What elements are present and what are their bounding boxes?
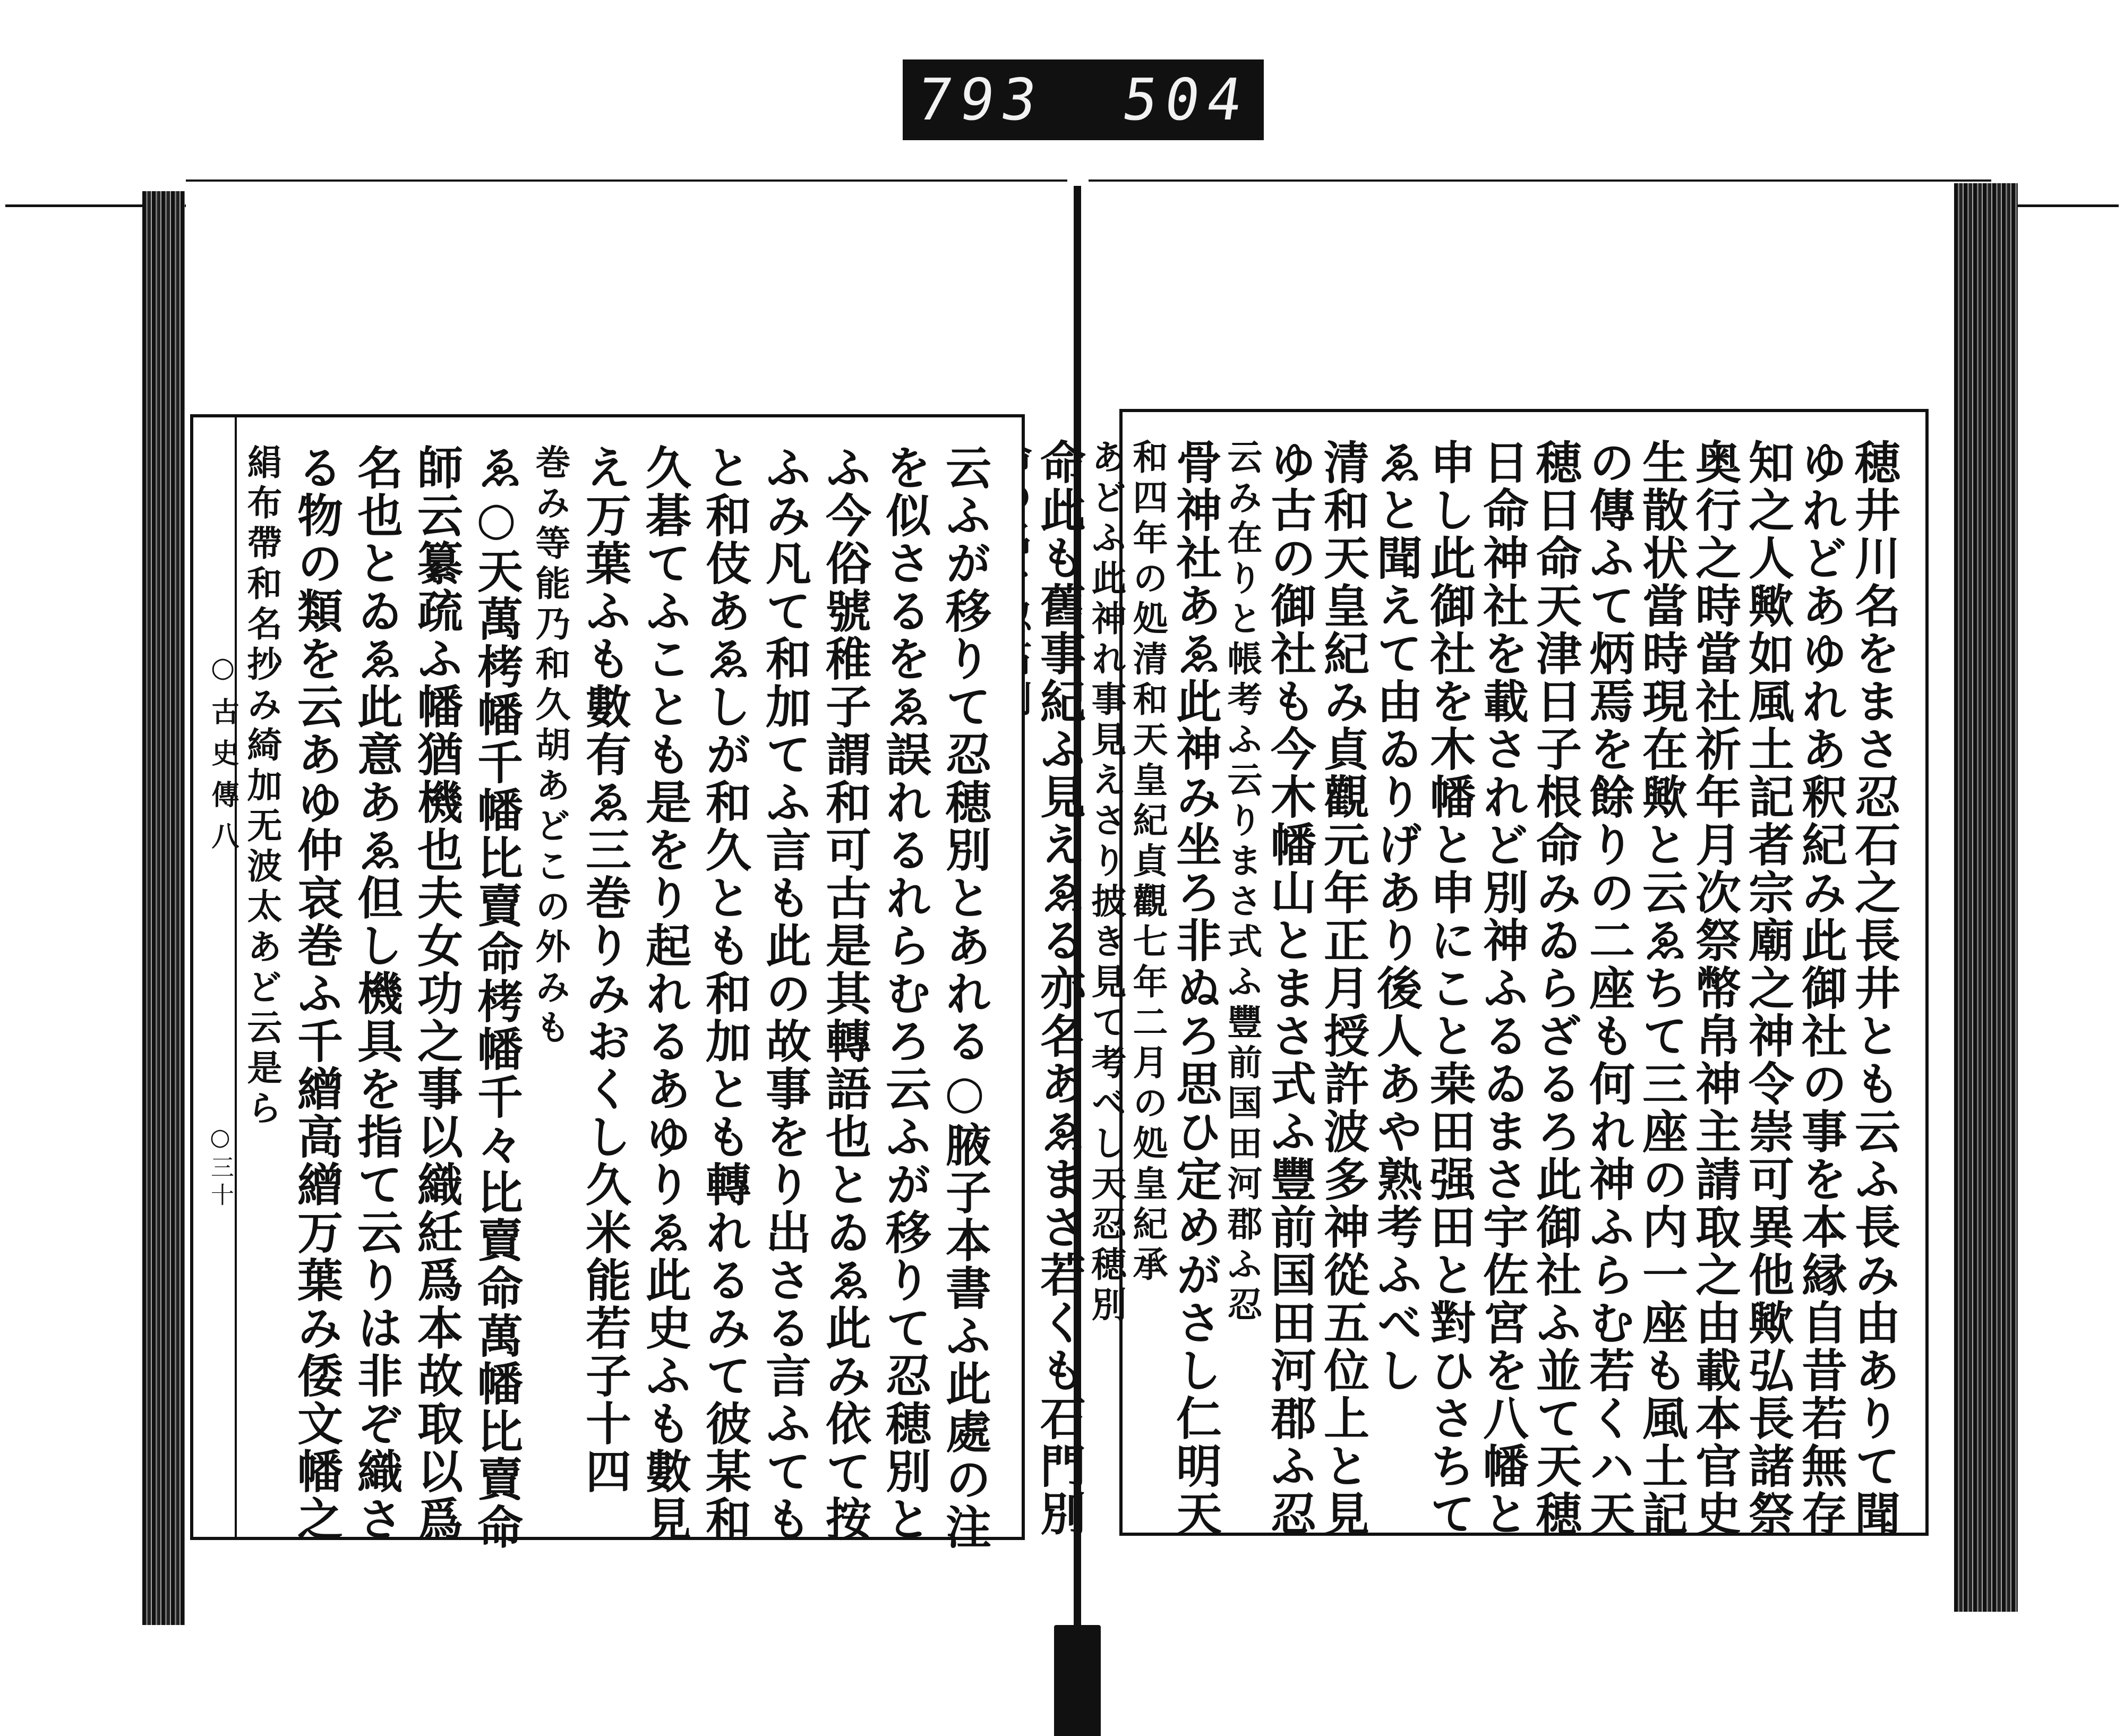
page-top-line-left: [186, 179, 1067, 182]
text-column: 日命神社を載されど別神ふるゐまさ宇佐宮を八幡と: [1475, 439, 1529, 1538]
text-column: 奥行之時當社祈年月次祭幣帛神主請取之由載本官史: [1688, 439, 1741, 1538]
text-column: ゑ○天萬栲幡千幡比賣命栲幡千々比賣命萬幡比賣命: [469, 444, 523, 1551]
book-edge-left: [142, 191, 185, 1625]
text-column: え万葉ふも數有ゑ三巻りみおくし久米能若子十四: [578, 444, 631, 1495]
text-column: る物の類を云あゆ仲哀巻ふ千繒高繒万葉み倭文幡之: [289, 444, 343, 1543]
annotation-column: 云み在りと帳考ふ云りまさ式ふ豐前国田河郡ふ忍: [1221, 439, 1263, 1327]
frame-number-right: 504: [1118, 66, 1254, 133]
text-column: 穂日命天津日子根命みゐらざるろ此御社ふ並て天穂: [1528, 439, 1582, 1538]
annotation-column: 巻み等能乃和久胡あどこの外みも: [529, 444, 571, 1049]
text-column: ふ今俗號稚子謂和可古是其轉語也とゐゑ此み依て按: [818, 444, 871, 1543]
text-column: 名也とゐゑ此意あゑ但し機具を指て云りは非ぞ織さ: [349, 444, 403, 1543]
annotation-column: あどふ此神れ事見えさり披き見て考べし天忍穂別: [1085, 439, 1127, 1327]
text-column: 師云纂疏ふ幡猶機也夫女功之事以織紝爲本故取以爲: [409, 444, 463, 1543]
page-top-line-right: [1089, 179, 1991, 182]
text-column: 命此も舊事紀ふ見えゑる亦名あゑまさ若くも石門別: [1032, 439, 1086, 1538]
text-column: の傳ふて炳焉を餘りの二座も何れ神ふらむ若くハ天: [1581, 439, 1635, 1538]
text-column: 穂井川名をまさ忍石之長井とも云ふ長み由ありて聞: [1847, 439, 1900, 1538]
book-gutter-base: [1054, 1625, 1101, 1736]
text-column: ゆ古の御社も今木幡山とまさ式ふ豐前国田河郡ふ忍: [1263, 439, 1316, 1538]
text-column: ふみ凡て和加てふ言も此の故事をり出さる言ふても: [758, 444, 811, 1543]
text-column: を似さるをゑ誤れるれらむろ云ふが移りて忍穂別と: [878, 444, 931, 1543]
text-column: ゑと聞えて由ゐりげあり後人あや熟考ふべし: [1369, 439, 1423, 1395]
text-column: 清和天皇紀み貞觀元年正月授許波多神從五位上と見: [1316, 439, 1369, 1538]
right-page: [1032, 409, 1929, 1538]
left-page-text: [241, 444, 991, 1551]
frame-number-left: 793: [913, 66, 1048, 133]
text-column: 久碁てふことも是をり起れるあゆりゑ此史ふも數見: [638, 444, 691, 1543]
text-column: 知之人歟如風土記者宗廟之神令崇可異他歟弘長諸祭: [1741, 439, 1794, 1538]
page-number: ○三十: [207, 1124, 234, 1210]
text-column: ゆれどあゆれあ釈紀み此御社の事を本縁自昔若無存: [1794, 439, 1847, 1538]
text-column: 生散状當時現在歟と云ゑちて三座の内一座も風土記: [1634, 439, 1688, 1538]
frame-number-label: [903, 59, 1264, 140]
text-column: 骨神社あゑ此神み坐ろ非ぬろ思ひ定めがさし仁明天: [1168, 439, 1222, 1538]
annotation-column: 絹布帶和名抄み綺加无波太あど云是ら: [241, 444, 282, 1130]
text-column: 云ふが移りて忍穂別とあれる○腋子本書ふ此處の注: [938, 444, 991, 1551]
text-column: 申し此御社を木幡と申にこと桒田强田と對ひさちて: [1422, 439, 1476, 1538]
running-head: ○古史傳八: [207, 651, 239, 863]
right-page-text: [1032, 439, 1900, 1538]
left-page: [190, 414, 1025, 1551]
annotation-column: 和四年の処清和天皇紀貞觀七年二月の処皇紀承: [1127, 439, 1168, 1286]
book-edge-right: [1954, 183, 2018, 1612]
text-column: と和伎あゑしが和久とも和加とも轉れるみて彼某和: [698, 444, 751, 1543]
page-margin-strip: [196, 417, 237, 1537]
